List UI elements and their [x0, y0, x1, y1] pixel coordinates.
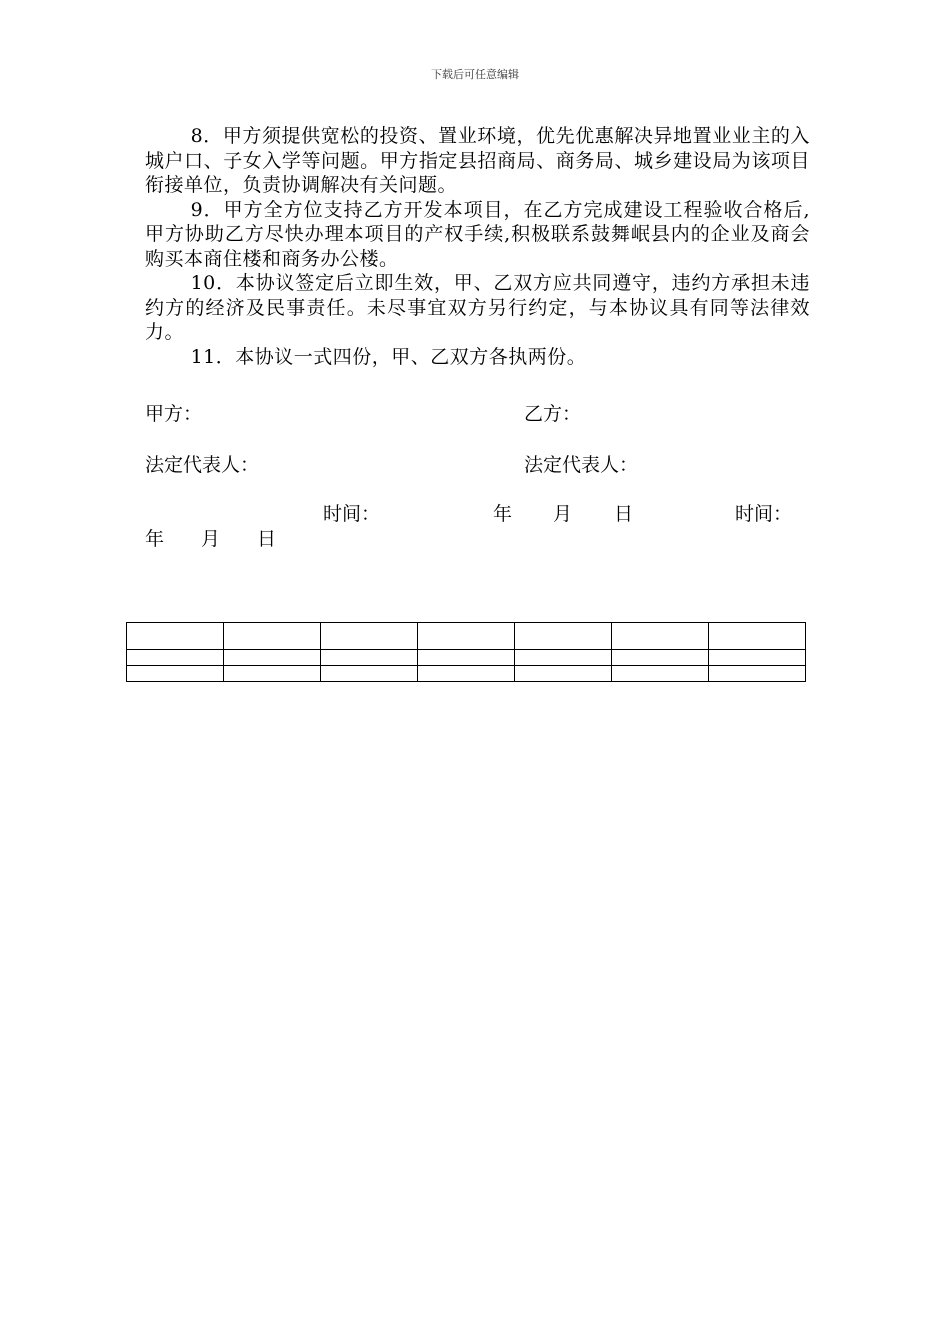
party-b-time-label: 时间： [735, 503, 793, 525]
clause-9: 9．甲方全方位支持乙方开发本项目，在乙方完成建设工程验收合格后,甲方协助乙方尽快办理本项目的产权手续,积极联系鼓舞岷县内的企业及商会购买本商住楼和商务办公楼。 [145, 198, 810, 270]
table-cell [515, 623, 612, 650]
table-cell [515, 666, 612, 682]
party-b-year-label: 年 [145, 528, 165, 550]
party-a-month-label: 月 [553, 503, 573, 525]
table-row [127, 666, 806, 682]
table-cell [709, 650, 806, 666]
table-cell [321, 650, 418, 666]
agreement-clauses [145, 124, 810, 369]
clause-11: 11．本协议一式四份，甲、乙双方各执两份。 [190, 345, 587, 368]
party-a-day-label: 日 [614, 503, 634, 525]
table-cell [612, 650, 709, 666]
party-b-label: 乙方： [524, 403, 582, 425]
table-cell [709, 666, 806, 682]
party-a-representative-label: 法定代表人： [145, 454, 260, 476]
party-b-representative-label: 法定代表人： [524, 454, 639, 476]
clause-8: 8．甲方须提供宽松的投资、置业环境，优先优惠解决异地置业业主的入城户口、子女入学等问题。甲方指定县招商局、商务局、城乡建设局为该项目衔接单位，负责协调解决有关问题。 [145, 125, 810, 196]
table-cell [418, 623, 515, 650]
footer-table [126, 622, 806, 682]
table-cell [612, 623, 709, 650]
table-cell [224, 623, 321, 650]
table-cell [224, 666, 321, 682]
table-cell [127, 623, 224, 650]
table-row [127, 623, 806, 650]
table-cell [515, 650, 612, 666]
party-a-time-label: 时间： [323, 503, 381, 525]
table-cell [418, 650, 515, 666]
table-cell [321, 623, 418, 650]
table-cell [418, 666, 515, 682]
footer-table-wrapper [126, 622, 806, 682]
party-a-year-label: 年 [493, 503, 513, 525]
table-cell [127, 666, 224, 682]
table-cell [709, 623, 806, 650]
party-b-month-label: 月 [201, 528, 221, 550]
table-row [127, 650, 806, 666]
table-cell [224, 650, 321, 666]
party-a-label: 甲方： [145, 403, 203, 425]
table-cell [127, 650, 224, 666]
header-note: 下载后可任意编辑 [431, 68, 519, 81]
party-b-day-label: 日 [257, 528, 277, 550]
table-cell [321, 666, 418, 682]
clause-10: 10．本协议签定后立即生效，甲、乙双方应共同遵守，违约方承担未违约方的经济及民事责任。未尽事宜双方另行约定，与本协议具有同等法律效力。 [145, 272, 810, 343]
table-cell [612, 666, 709, 682]
